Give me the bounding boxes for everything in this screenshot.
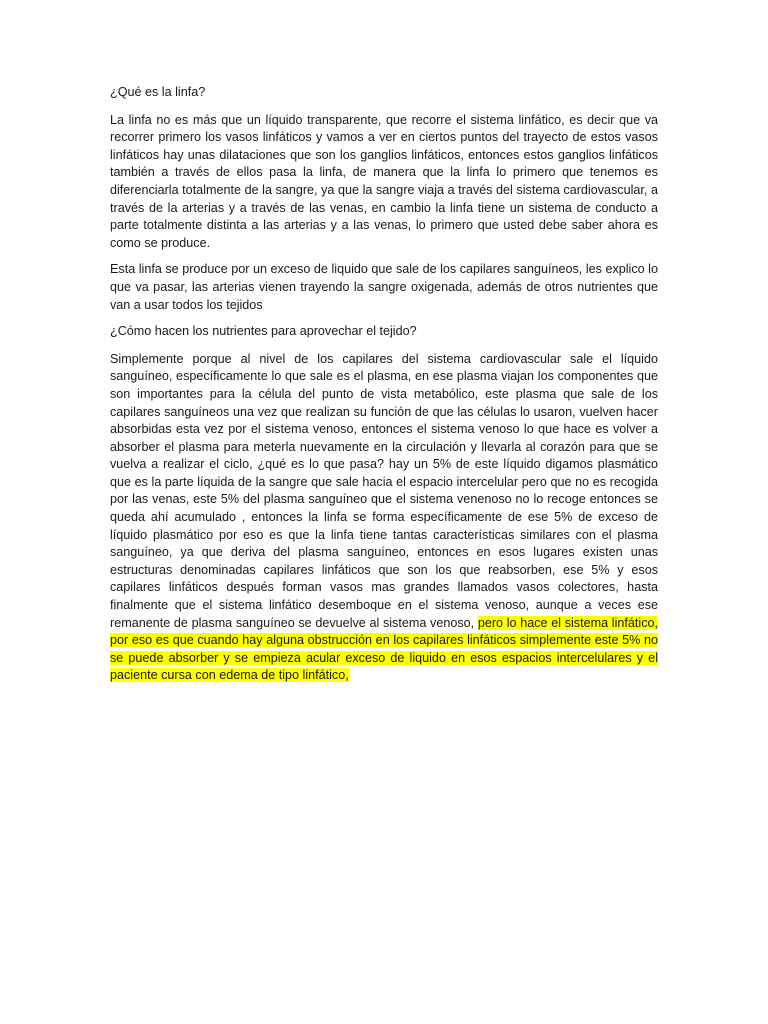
paragraph-explicacion-plasma [110,351,658,685]
paragraph-plain-text: Simplemente porque al nivel de los capilares del sistema cardiovascular sale el líquido sanguíneo, específicamente lo que sale es el plasma, en ese plasma viajan los componentes que son importantes para la célula del punto de vista metabólico, este plasma que sale de los capilares sanguíneos una vez que realizan su función de que las células lo usaron, vuelven hacer absorbidas esta vez por el sistema venoso, entonces el sistema venoso lo que hace es volver a absorber el plasma para meterla nuevamente en la circulación y llevarla al corazón para que se vuelva a realizar el ciclo, ¿qué es lo que pasa? hay un 5% de este líquido digamos plasmático que es la parte líquida de la sangre que sale hacia el espacio intercelular pero que no es recogida por las venas, este 5% del plasma sanguíneo que el sistema venenoso no lo recoge entonces se queda ahí acumulado , entonces la linfa se forma específicamente de ese 5% de exceso de líquido plasmático por eso es que la linfa tiene tantas características similares con el plasma sanguíneo, ya que deriva del plasma sanguíneo, entonces en esos lugares existen unas estructuras denominadas capilares linfáticos que son los que reabsorben, ese 5% y esos capilares linfáticos después forman vasos mas grandes llamados vasos colectores, hasta finalmente que el sistema linfático desemboque en el sistema venoso, aunque a veces ese remanente de plasma sanguíneo se devuelve al sistema venoso, [110,351,658,630]
heading-que-es-la-linfa: ¿Qué es la linfa? [110,85,206,99]
highlighted-text: pero lo hace el sistema linfático, por eso es que cuando hay alguna obstrucción en los capilares linfáticos simplemente este 5% no se puede absorber y se empieza acular exceso de liquido en esos espacios intercelulares y el paciente cursa con edema de tipo linfático, [110,615,658,683]
paragraph-produccion-linfa: Esta linfa se produce por un exceso de liquido que sale de los capilares sanguíneos, les explico lo que va pasar, las arterias vienen trayendo la sangre oxigenada, además de otros nutrientes que van a usar todos los tejidos [110,262,658,312]
heading-nutrientes: ¿Cómo hacen los nutrientes para aprovechar el tejido? [110,324,417,339]
paragraph-definicion-linfa: La linfa no es más que un líquido transparente, que recorre el sistema linfático, es decir que va recorrer primero los vasos linfáticos y vamos a ver en ciertos puntos del trayecto de estos vasos linfáticos hay unas dilataciones que son los ganglios linfáticos, entonces estos ganglios linfáticos también a través de ellos pasa la linfa, de manera que la linfa lo primero que tenemos es diferenciarla totalmente de la sangre, ya que la sangre viaja a través del sistema cardiovascular, a través de la arterias y a través de las venas, en cambio la linfa tiene un sistema de conducto a parte totalmente distinta a las arterias y a las venas, lo primero que usted debe saber ahora es como se produce. [110,112,658,250]
document-page [110,84,658,694]
